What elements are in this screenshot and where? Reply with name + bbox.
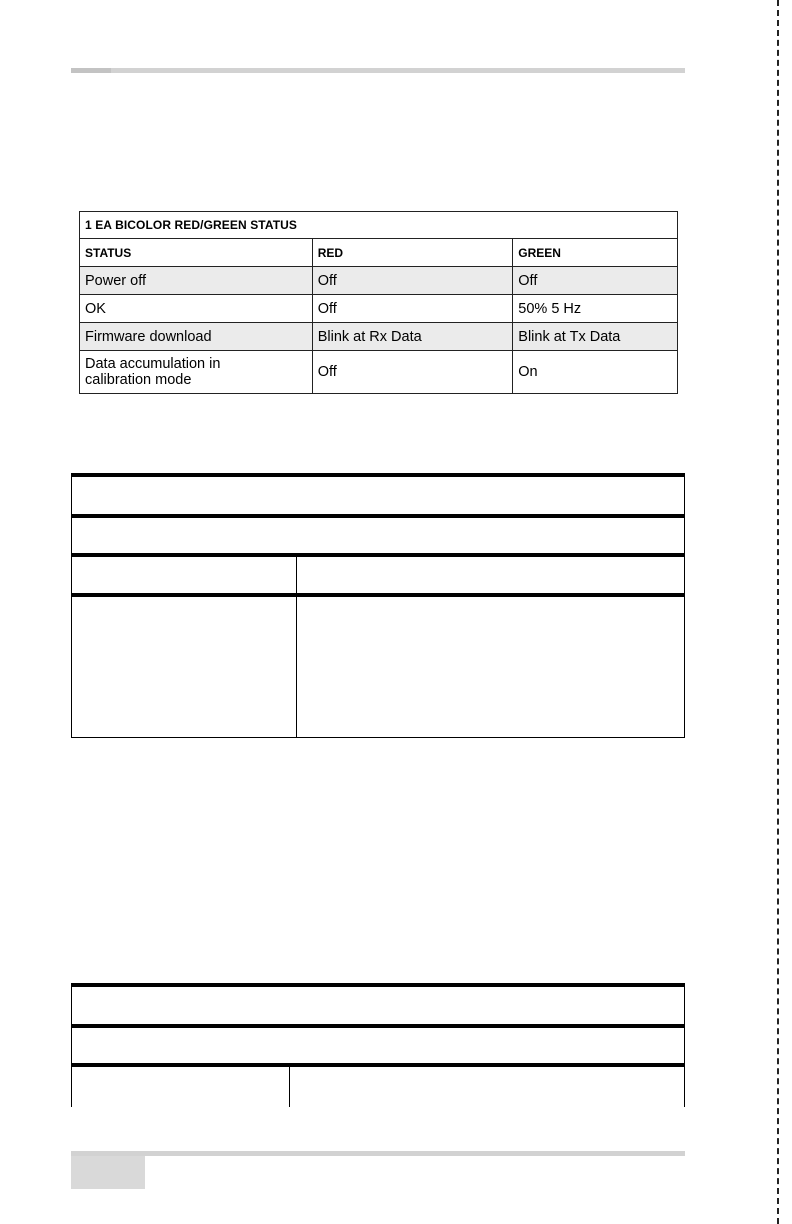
- table-border: [71, 473, 72, 738]
- red-cell: Blink at Rx Data: [312, 323, 513, 351]
- table-header-row: [80, 239, 678, 267]
- status-cell: Data accumulation in calibration mode: [80, 351, 313, 394]
- table-rule: [71, 1063, 685, 1067]
- table-border: [71, 983, 72, 1107]
- table-rule: [71, 593, 685, 597]
- table-rule: [71, 514, 685, 518]
- table-title: 1 EA BICOLOR RED/GREEN STATUS: [80, 212, 678, 239]
- footer-page-tab: [71, 1156, 145, 1189]
- header-green: GREEN: [513, 239, 678, 267]
- page-cut-line: [777, 0, 779, 1224]
- table-divider: [289, 1065, 290, 1107]
- table-title-row: [80, 212, 678, 239]
- red-cell: Off: [312, 295, 513, 323]
- table-border: [684, 473, 685, 738]
- table-rule: [71, 1024, 685, 1028]
- green-cell: On: [513, 351, 678, 394]
- green-cell: Blink at Tx Data: [513, 323, 678, 351]
- empty-table-1: [71, 473, 685, 739]
- green-cell: Off: [513, 267, 678, 295]
- green-cell: 50% 5 Hz: [513, 295, 678, 323]
- header-red: RED: [312, 239, 513, 267]
- led-status-table: [79, 211, 678, 394]
- header-status: STATUS: [80, 239, 313, 267]
- red-cell: Off: [312, 267, 513, 295]
- table-rule: [71, 473, 685, 477]
- table-divider: [296, 555, 297, 738]
- status-cell: OK: [80, 295, 313, 323]
- table-rule: [71, 983, 685, 987]
- footer-rule: [71, 1151, 685, 1156]
- header-rule: [71, 68, 685, 73]
- table-row: [80, 323, 678, 351]
- status-cell: Power off: [80, 267, 313, 295]
- status-cell: Firmware download: [80, 323, 313, 351]
- table-rule: [71, 553, 685, 557]
- table-rule: [71, 737, 685, 738]
- table-border: [684, 983, 685, 1107]
- table-row: [80, 295, 678, 323]
- table-row: [80, 351, 678, 394]
- table-row: [80, 267, 678, 295]
- red-cell: Off: [312, 351, 513, 394]
- empty-table-2: [71, 983, 685, 1107]
